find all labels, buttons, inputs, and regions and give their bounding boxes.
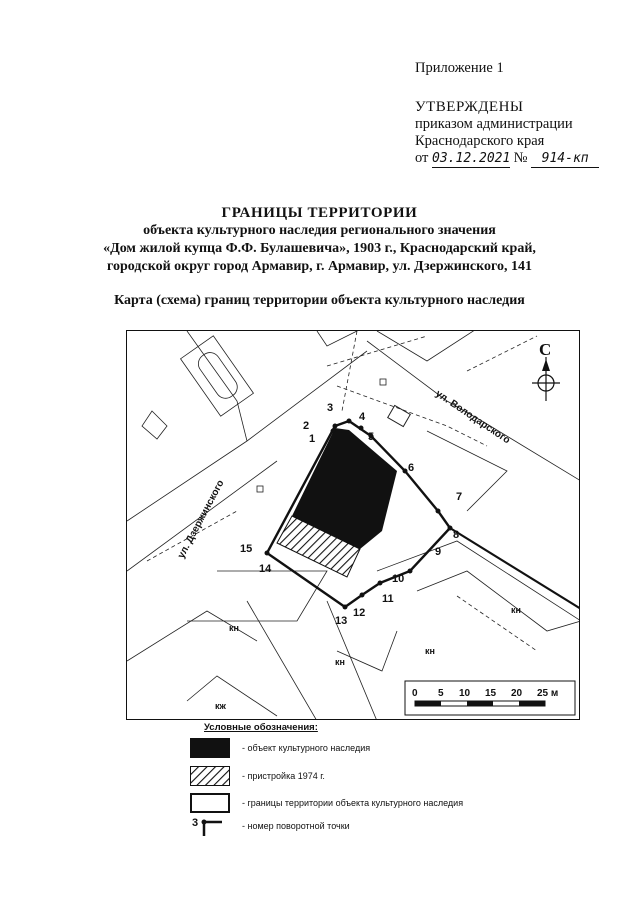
order-line-2: Краснодарского края: [415, 133, 545, 149]
appendix-label: Приложение 1: [415, 60, 504, 76]
scale-label: 5: [438, 688, 444, 699]
scale-label: 15: [485, 688, 497, 699]
title-line-2: объекта культурного наследия регионального значения: [143, 223, 496, 238]
scale-label: 25 м: [537, 688, 559, 699]
building-label: кн: [425, 646, 435, 656]
legend-label: - пристройка 1974 г.: [242, 771, 325, 781]
scale-label: 10: [459, 688, 471, 699]
legend-swatch-annex: [190, 766, 230, 786]
point-label-5: 5: [368, 431, 375, 443]
point-label-4: 4: [359, 411, 366, 423]
point-label-1: 1: [309, 433, 316, 445]
point-label-8: 8: [453, 529, 460, 541]
point-label-12: 12: [353, 607, 366, 619]
scale-label: 0: [412, 688, 418, 699]
building-label: кн: [335, 657, 345, 667]
number-prefix: №: [513, 150, 528, 166]
point-label-13: 13: [335, 615, 348, 627]
north-label: С: [539, 340, 552, 359]
point-label-14: 14: [259, 563, 272, 575]
scale-label: 20: [511, 688, 523, 699]
point-label-9: 9: [435, 546, 442, 558]
point-label-11: 11: [382, 593, 394, 605]
boundary-extension: [450, 528, 580, 609]
building-label: кн: [229, 623, 239, 633]
map-title: Карта (схема) границ территории объекта культурного наследия: [114, 293, 525, 308]
point-label-3: 3: [327, 402, 334, 414]
map-drawing: [127, 331, 580, 720]
legend-swatch-heritage: [190, 738, 230, 758]
title-line-3: «Дом жилой купца Ф.Ф. Булашевича», 1903 г., Краснодарский край,: [103, 241, 536, 256]
legend-title: Условные обозначения:: [204, 722, 318, 733]
document-title: [0, 204, 639, 276]
point-label-15: 15: [240, 543, 253, 555]
building-label-kzh: кж: [215, 701, 226, 711]
north-arrow: [532, 340, 560, 401]
title-line-4: городской округ город Армавир, г. Армавир, ул. Дзержинского, 141: [107, 259, 532, 274]
point-label-10: 10: [392, 573, 405, 585]
map-marker: [257, 486, 263, 492]
street-label-dzerzhinskogo: ул. Дзержинского: [175, 478, 227, 561]
order-date: 03.12.2021: [432, 151, 511, 166]
point-label-7: 7: [456, 491, 463, 503]
street-label-volodarskogo: ул. Володарского: [433, 388, 512, 447]
legend-label: - номер поворотной точки: [242, 821, 350, 831]
legend-swatch-boundary: [190, 793, 230, 813]
order-date-line: [415, 150, 625, 168]
order-line-1: приказом администрации: [415, 116, 573, 132]
approval-block: [415, 60, 625, 168]
building-label: кн: [511, 605, 521, 615]
point-label-6: 6: [408, 462, 415, 474]
date-prefix: от: [415, 150, 429, 166]
boundary-map: [126, 330, 580, 720]
legend-label: - объект культурного наследия: [242, 743, 371, 753]
approved-heading: УТВЕРЖДЕНЫ: [415, 99, 524, 115]
point-label-2: 2: [303, 420, 310, 432]
legend-swatch-point: [190, 816, 230, 840]
order-number: 914-кп: [531, 150, 599, 168]
title-line-1: ГРАНИЦЫ ТЕРРИТОРИИ: [221, 205, 418, 221]
legend-label: - границы территории объекта культурного наследия: [242, 798, 464, 808]
scale-bar: [405, 681, 575, 715]
map-marker: [380, 379, 386, 385]
legend-point-number: 3: [192, 817, 199, 829]
